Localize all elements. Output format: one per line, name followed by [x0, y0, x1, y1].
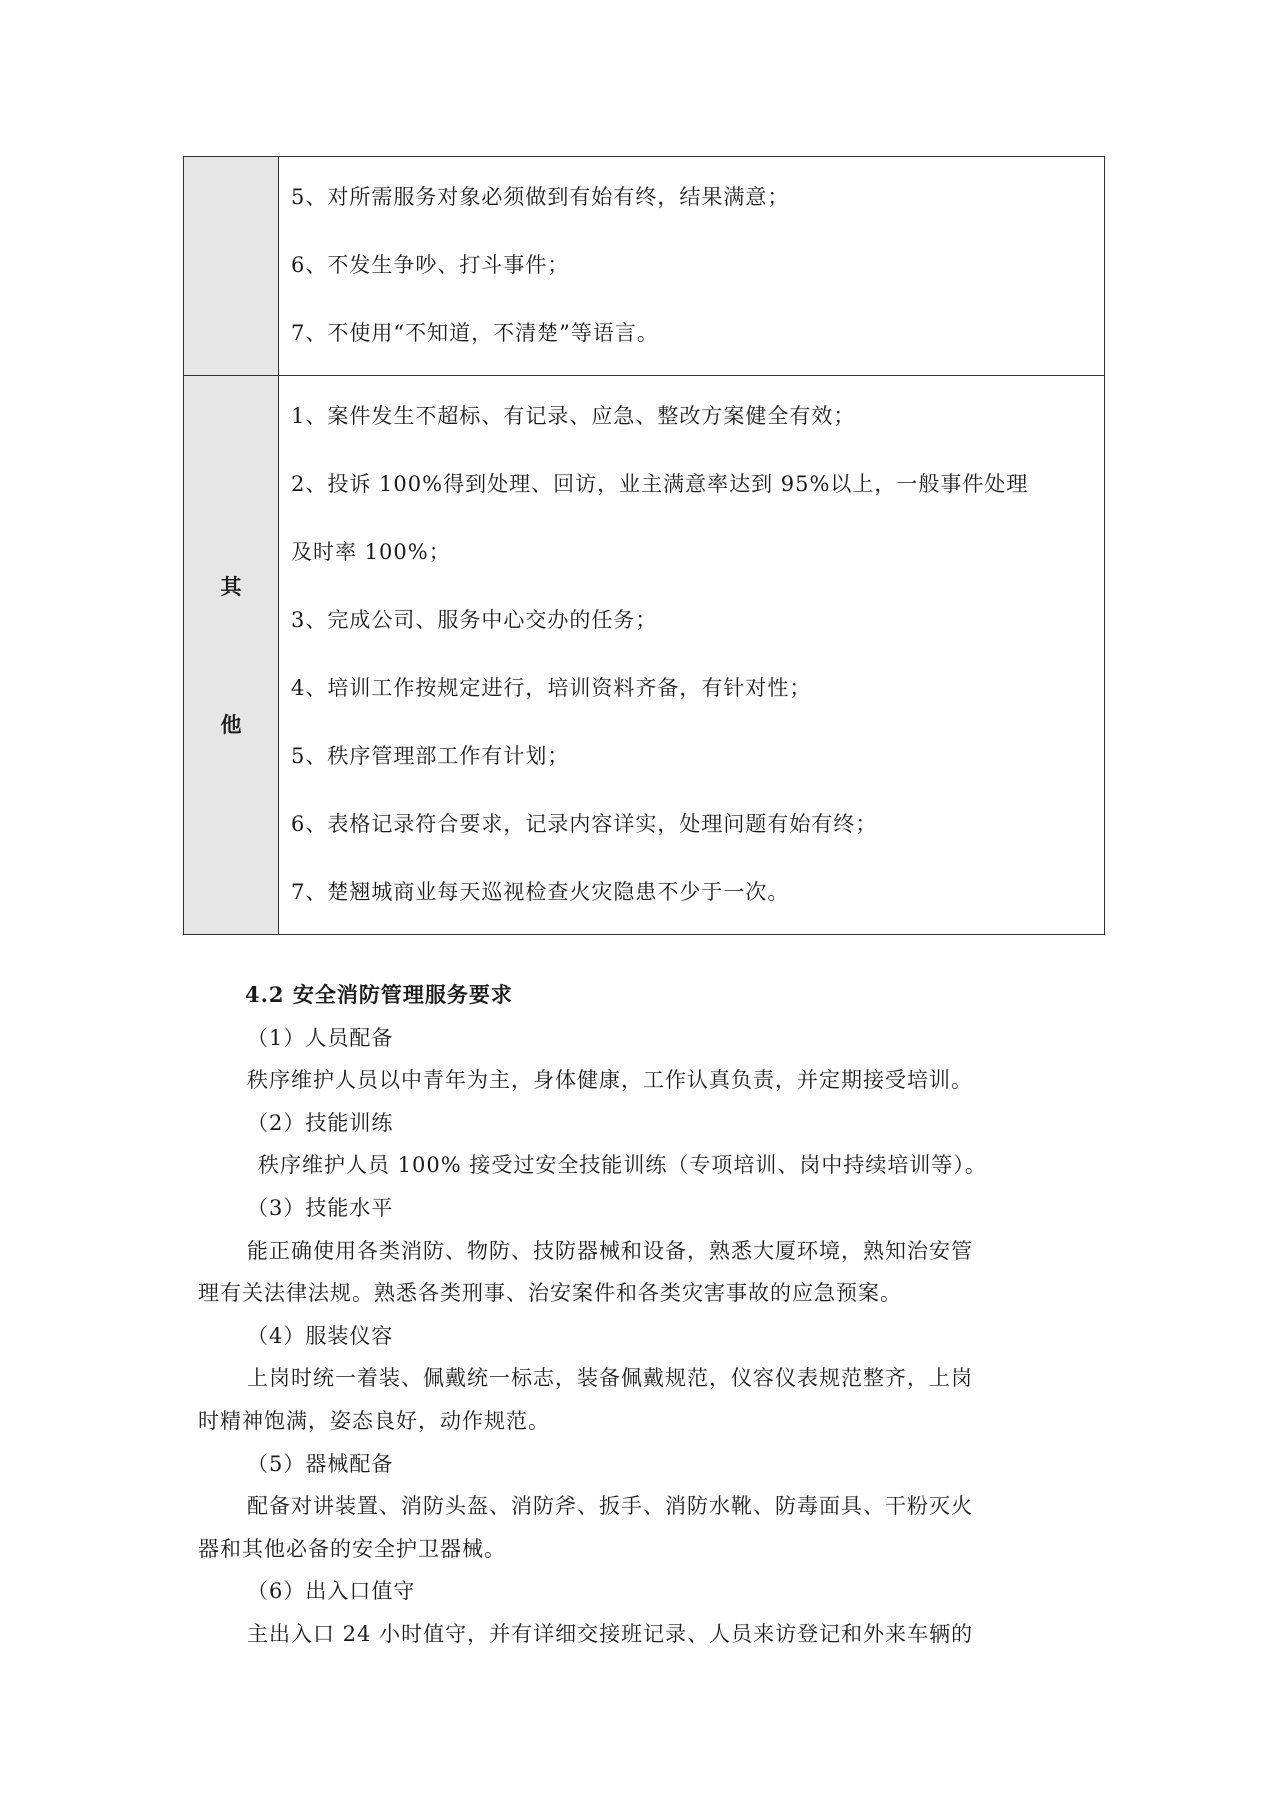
row-content-cell	[279, 157, 1105, 376]
item-title: （2）技能训练	[247, 1110, 394, 1135]
standards-table	[183, 156, 1105, 935]
list-item: 4、培训工作按规定进行，培训资料齐备，有针对性；	[291, 676, 812, 700]
paragraph: 配备对讲装置、消防头盔、消防斧、扳手、消防水靴、防毒面具、干粉灭火	[247, 1494, 973, 1519]
paragraph: 秩序维护人员以中青年为主，身体健康，工作认真负责，并定期接受培训。	[247, 1068, 973, 1093]
paragraph: 器和其他必备的安全护卫器械。	[198, 1536, 506, 1561]
row-label-char: 其	[220, 574, 242, 599]
paragraph: 主出入口 24 小时值守，并有详细交接班记录、人员来访登记和外来车辆的	[247, 1621, 974, 1646]
item-title: （1）人员配备	[247, 1025, 394, 1050]
paragraph: 秩序维护人员 100% 接受过安全技能训练（专项培训、岗中持续培训等）。	[258, 1153, 987, 1178]
list-item: 7、不使用“不知道，不清楚”等语言。	[291, 321, 659, 345]
paragraph: 上岗时统一着装、佩戴统一标志，装备佩戴规范，仪容仪表规范整齐，上岗	[247, 1366, 973, 1391]
table-row	[184, 157, 1105, 376]
list-item: 6、不发生争吵、打斗事件；	[291, 253, 570, 277]
item-title: （6）出入口值守	[247, 1579, 416, 1604]
table-row	[184, 376, 1105, 935]
list-item: 5、对所需服务对象必须做到有始有终，结果满意；	[291, 185, 790, 209]
item-title: （5）器械配备	[247, 1451, 394, 1476]
list-item: 6、表格记录符合要求，记录内容详实，处理问题有始有终；	[291, 812, 878, 836]
paragraph: 能正确使用各类消防、物防、技防器械和设备，熟悉大厦环境，熟知治安管	[247, 1238, 973, 1263]
paragraph: 时精神饱满，姿态良好，动作规范。	[198, 1408, 550, 1433]
list-item: 5、秩序管理部工作有计划；	[291, 744, 570, 768]
row-content-cell	[279, 376, 1105, 935]
list-item: 3、完成公司、服务中心交办的任务；	[291, 608, 658, 632]
paragraph: 理有关法律法规。熟悉各类刑事、治安案件和各类灾害事故的应急预案。	[198, 1281, 902, 1306]
section-heading: 4.2 安全消防管理服务要求	[245, 982, 513, 1007]
item-title: （3）技能水平	[247, 1195, 394, 1220]
item-title: （4）服装仪容	[247, 1323, 394, 1348]
row-label-char: 他	[220, 712, 242, 737]
section-safety-fire	[198, 974, 1098, 1656]
list-item: 1、案件发生不超标、有记录、应急、整改方案健全有效；	[291, 404, 856, 428]
list-item: 7、楚翘城商业每天巡视检查火灾隐患不少于一次。	[291, 880, 790, 904]
row-label-cell	[184, 157, 279, 376]
list-item: 2、投诉 100%得到处理、回访，业主满意率达到 95%以上，一般事件处理	[291, 472, 1029, 496]
row-label-cell	[184, 376, 279, 935]
list-item: 及时率 100%；	[291, 540, 451, 564]
